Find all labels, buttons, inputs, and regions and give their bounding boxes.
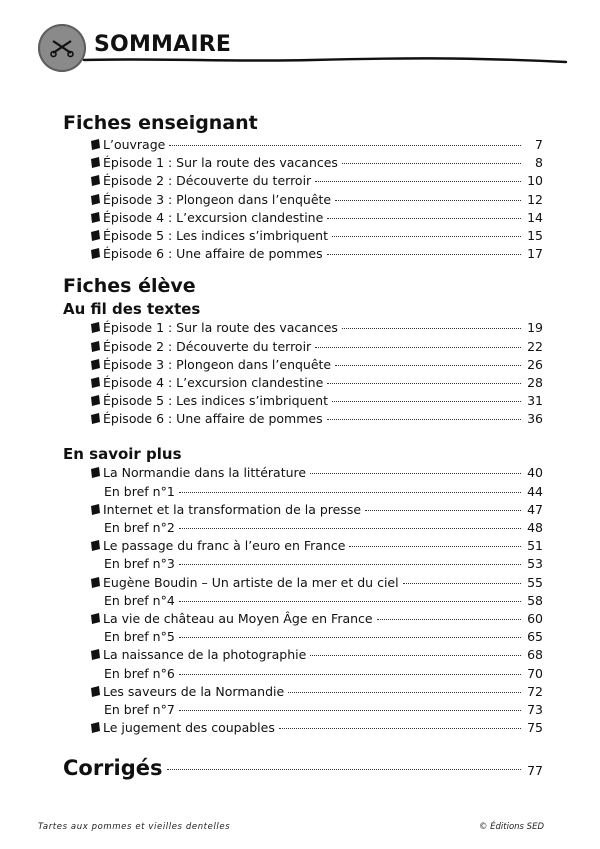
- book-bullet-icon: [91, 322, 100, 333]
- footer-publisher: © Éditions SED: [478, 822, 544, 832]
- book-bullet-icon: [91, 212, 100, 223]
- toc-row[interactable]: Internet et la transformation de la presse 47: [63, 501, 543, 519]
- toc-row[interactable]: Épisode 4 : L’excursion clandestine 14: [63, 209, 543, 227]
- section-title-fiches-eleve: Fiches élève: [63, 275, 196, 298]
- subsection-title-en-savoir-plus: En savoir plus: [63, 445, 182, 464]
- book-bullet-icon: [91, 341, 100, 352]
- corriges-page: 77: [527, 763, 543, 779]
- book-bullet-icon: [91, 504, 100, 515]
- scissors-icon: [50, 38, 74, 58]
- toc-row-en-bref[interactable]: En bref n°3 53: [104, 556, 543, 572]
- table-of-contents: [63, 110, 543, 783]
- footer-book-title: Tartes aux pommes et vieilles dentelles: [38, 822, 231, 832]
- toc-row[interactable]: Épisode 1 : Sur la route des vacances 19: [63, 319, 543, 337]
- toc-row[interactable]: La naissance de la photographie 68: [63, 646, 543, 664]
- toc-row[interactable]: Épisode 3 : Plongeon dans l’enquête 26: [63, 356, 543, 374]
- book-bullet-icon: [91, 230, 100, 241]
- book-bullet-icon: [91, 613, 100, 624]
- header-underline: [82, 54, 568, 74]
- toc-row[interactable]: Épisode 6 : Une affaire de pommes 36: [63, 410, 543, 428]
- toc-row[interactable]: L’ouvrage 7: [63, 136, 543, 154]
- toc-row-corriges[interactable]: [63, 753, 543, 783]
- section-title-fiches-enseignant: Fiches enseignant: [63, 112, 258, 134]
- toc-row[interactable]: Épisode 4 : L’excursion clandestine 28: [63, 374, 543, 392]
- book-bullet-icon: [91, 194, 100, 205]
- book-bullet-icon: [91, 467, 100, 478]
- book-bullet-icon: [91, 139, 100, 150]
- page-header: [38, 22, 568, 82]
- book-bullet-icon: [91, 686, 100, 697]
- corriges-title: Corrigés: [63, 756, 163, 781]
- book-bullet-icon: [91, 540, 100, 551]
- toc-row[interactable]: La vie de château au Moyen Âge en France 60: [63, 610, 543, 628]
- list-en-savoir-plus: [63, 464, 543, 737]
- book-bullet-icon: [91, 157, 100, 168]
- toc-row[interactable]: Épisode 2 : Découverte du terroir 10: [63, 172, 543, 190]
- toc-row-en-bref[interactable]: En bref n°7 73: [104, 701, 543, 717]
- toc-row-en-bref[interactable]: En bref n°1 44: [104, 483, 543, 499]
- toc-row-en-bref[interactable]: En bref n°2 48: [104, 520, 543, 535]
- toc-row-en-bref[interactable]: En bref n°6 70: [104, 665, 543, 681]
- list-fiches-eleve: [63, 319, 543, 428]
- toc-row[interactable]: Épisode 5 : Les indices s’imbriquent 15: [63, 227, 543, 245]
- book-bullet-icon: [91, 577, 100, 588]
- toc-row[interactable]: La Normandie dans la littérature 40: [63, 464, 543, 482]
- subsection-title-au-fil-des-textes: Au fil des textes: [63, 300, 201, 319]
- toc-row[interactable]: Épisode 6 : Une affaire de pommes 17: [63, 245, 543, 263]
- book-bullet-icon: [91, 395, 100, 406]
- toc-row-en-bref[interactable]: En bref n°4 58: [104, 592, 543, 608]
- toc-row[interactable]: Épisode 3 : Plongeon dans l’enquête 12: [63, 191, 543, 209]
- book-bullet-icon: [91, 248, 100, 259]
- book-bullet-icon: [91, 413, 100, 424]
- toc-row[interactable]: Épisode 1 : Sur la route des vacances 8: [63, 154, 543, 172]
- toc-row[interactable]: Épisode 2 : Découverte du terroir 22: [63, 338, 543, 356]
- toc-row[interactable]: Eugène Boudin – Un artiste de la mer et du ciel 55: [63, 574, 543, 592]
- toc-row[interactable]: Le jugement des coupables 75: [63, 719, 543, 737]
- book-bullet-icon: [91, 722, 100, 733]
- page-title: SOMMAIRE: [94, 32, 232, 57]
- toc-row[interactable]: Le passage du franc à l’euro en France 51: [63, 537, 543, 555]
- toc-row[interactable]: Les saveurs de la Normandie 72: [63, 683, 543, 701]
- book-bullet-icon: [91, 377, 100, 388]
- book-bullet-icon: [91, 359, 100, 370]
- toc-row[interactable]: Épisode 5 : Les indices s’imbriquent 31: [63, 392, 543, 410]
- book-bullet-icon: [91, 175, 100, 186]
- book-bullet-icon: [91, 649, 100, 660]
- logo-badge: [38, 24, 86, 72]
- list-fiches-enseignant: [63, 136, 543, 263]
- toc-row-en-bref[interactable]: En bref n°5 65: [104, 629, 543, 645]
